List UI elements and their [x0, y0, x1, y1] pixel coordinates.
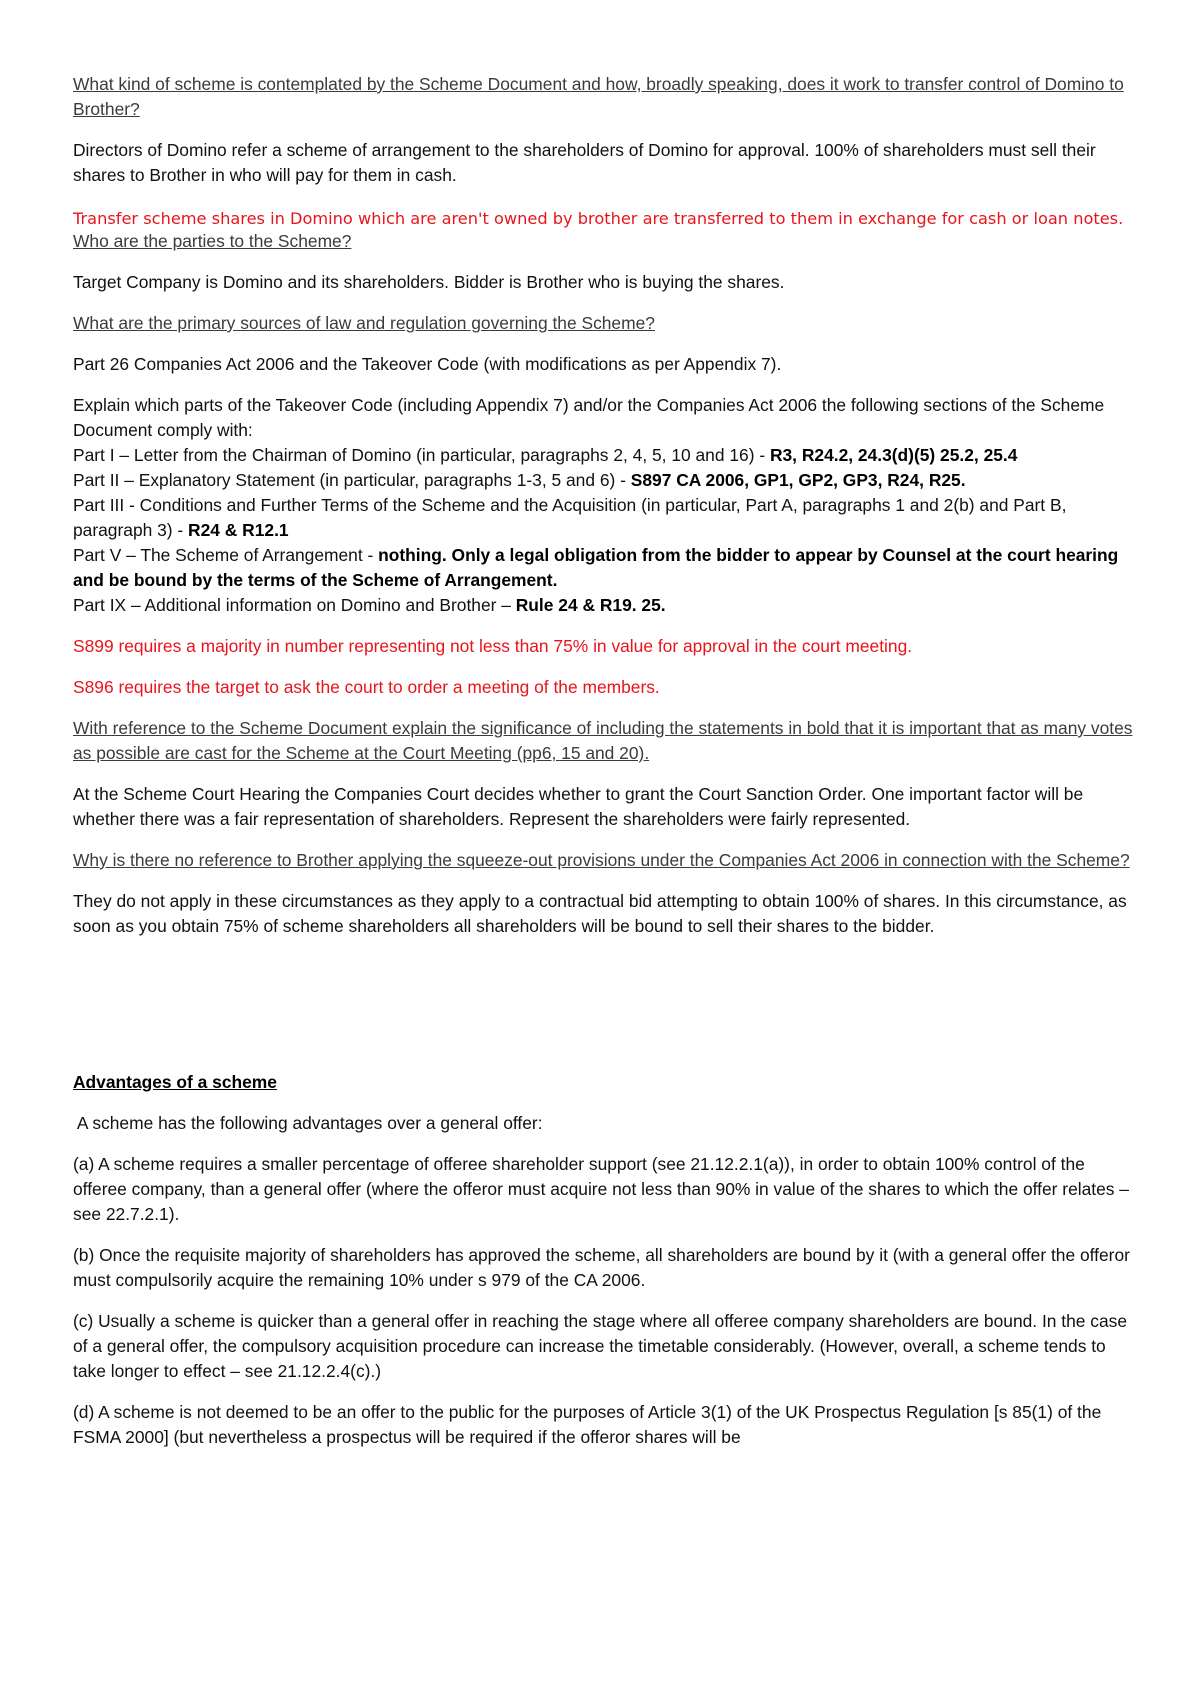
part-v-rules: nothing. Only a legal obligation from the bidder to appear by Counsel at the court hearing and be bound by the terms of the Scheme of Arrangement. — [73, 545, 1119, 590]
part-ii-text: Part II – Explanatory Statement (in particular, paragraphs 1-3, 5 and 6) - — [73, 470, 631, 490]
red-note-s896: S896 requires the target to ask the court to order a meeting of the members. — [73, 677, 660, 697]
question-parties: Who are the parties to the Scheme? — [73, 231, 352, 251]
question-bold-statements: With reference to the Scheme Document explain the significance of including the statements in bold that it is important that as many votes as possible are cast for the Scheme at the Court Meeting (pp6, 15 and 20). — [73, 718, 1133, 763]
red-note-transfer: Transfer scheme shares in Domino which are aren't owned by brother are transferred to them in exchange for cash or loan notes. — [73, 209, 1124, 228]
advantage-item-a: (a) A scheme requires a smaller percentage of offeree shareholder support (see 21.12.2.1(a)), in order to obtain 100% control of the offeree company, than a general offer (where the offeror must acquire not less than 90% in value of the shares to which the offer relates – see 22.7.2.1). — [73, 1154, 1129, 1224]
red-note-s899: S899 requires a majority in number representing not less than 75% in value for approval in the court meeting. — [73, 636, 913, 656]
part-ix-text: Part IX – Additional information on Domino and Brother – — [73, 595, 516, 615]
question-compliance-intro: Explain which parts of the Takeover Code (including Appendix 7) and/or the Companies Act 2006 the following sections of the Scheme Document comply with: — [73, 395, 1105, 440]
part-v-text: Part V – The Scheme of Arrangement - — [73, 545, 379, 565]
answer-scheme-type: Directors of Domino refer a scheme of arrangement to the shareholders of Domino for approval. 100% of shareholders must sell their shares to Brother in who will pay for them in cash. — [73, 140, 1096, 185]
part-iii-rules: R24 & R12.1 — [188, 520, 289, 540]
part-i-text: Part I – Letter from the Chairman of Domino (in particular, paragraphs 2, 4, 5, 10 and 16) - — [73, 445, 770, 465]
part-iii-text: Part III - Conditions and Further Terms of the Scheme and the Acquisition (in particular, Part A, paragraphs 1 and 2(b) and Part B, paragraph 3) - — [73, 495, 1067, 540]
part-ii-rules: S897 CA 2006, GP1, GP2, GP3, R24, R25. — [630, 470, 966, 490]
heading-advantages: Advantages of a scheme — [73, 1072, 277, 1092]
question-scheme-type: What kind of scheme is contemplated by the Scheme Document and how, broadly speaking, does it work to transfer control of Domino to Brother? — [73, 74, 1124, 119]
part-i-line — [73, 443, 1133, 468]
question-squeeze-out: Why is there no reference to Brother applying the squeeze-out provisions under the Companies Act 2006 in connection with the Scheme? — [73, 850, 1130, 870]
answer-squeeze-out: They do not apply in these circumstances as they apply to a contractual bid attempting to obtain 100% of shares. In this circumstance, as soon as you obtain 75% of scheme shareholders all shareholders will be bound to sell their shares to the bidder. — [73, 891, 1127, 936]
part-v-line — [73, 543, 1133, 593]
advantage-item-b: (b) Once the requisite majority of shareholders has approved the scheme, all shareholders are bound by it (with a general offer the offeror must compulsorily acquire the remaining 10% under s 979 of the CA 2006. — [73, 1245, 1130, 1290]
advantages-intro: A scheme has the following advantages over a general offer: — [73, 1113, 543, 1133]
answer-bold-statements: At the Scheme Court Hearing the Companies Court decides whether to grant the Court Sanction Order. One important factor will be whether there was a fair representation of shareholders. Represent the shareholders were fairly represented. — [73, 784, 1084, 829]
advantage-item-c: (c) Usually a scheme is quicker than a general offer in reaching the stage where all offeree company shareholders are bound. In the case of a general offer, the compulsory acquisition procedure can increase the timetable considerably. (However, overall, a scheme tends to take longer to effect – see 21.12.2.4(c).) — [73, 1311, 1128, 1381]
part-ii-line — [73, 468, 1133, 493]
part-ix-line — [73, 593, 1133, 618]
answer-sources: Part 26 Companies Act 2006 and the Takeover Code (with modifications as per Appendix 7). — [73, 354, 782, 374]
answer-parties: Target Company is Domino and its shareholders. Bidder is Brother who is buying the shares. — [73, 272, 785, 292]
part-ix-rules: Rule 24 & R19. 25. — [515, 595, 666, 615]
blank-space — [73, 955, 1133, 1070]
part-i-rules: R3, R24.2, 24.3(d)(5) 25.2, 25.4 — [769, 445, 1018, 465]
question-sources: What are the primary sources of law and regulation governing the Scheme? — [73, 313, 655, 333]
document-page — [73, 72, 1133, 1466]
part-iii-line — [73, 493, 1133, 543]
advantage-item-d: (d) A scheme is not deemed to be an offer to the public for the purposes of Article 3(1) of the UK Prospectus Regulation [s 85(1) of the FSMA 2000] (but nevertheless a prospectus will be required if the offeror shares will be — [73, 1402, 1102, 1447]
